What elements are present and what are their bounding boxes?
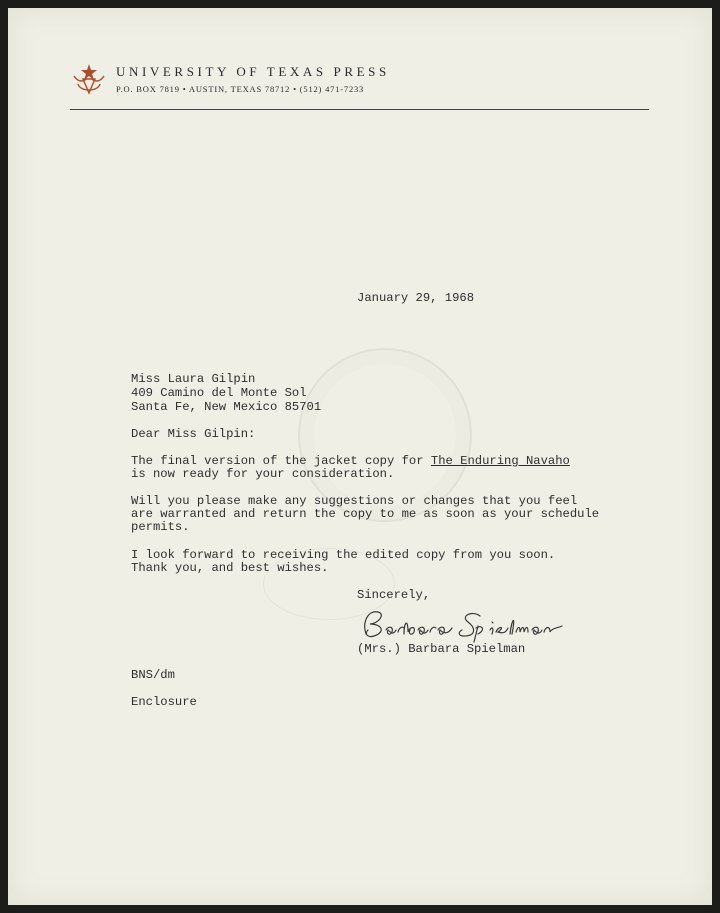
recipient-name: Miss Laura Gilpin bbox=[131, 372, 256, 386]
complimentary-close: Sincerely, bbox=[357, 588, 431, 602]
reference-initials: BNS/dm bbox=[131, 668, 175, 682]
letterhead-address: P.O. BOX 7819 • AUSTIN, TEXAS 78712 • (512) 471-7233 bbox=[116, 84, 365, 94]
letterhead-name: UNIVERSITY OF TEXAS PRESS bbox=[116, 64, 390, 79]
paragraph-2-line-2: are warranted and return the copy to me as soon as your schedule bbox=[131, 507, 600, 521]
handwritten-signature bbox=[352, 604, 602, 644]
recipient-street: 409 Camino del Monte Sol bbox=[131, 386, 307, 400]
paragraph-2-line-3: permits. bbox=[131, 520, 190, 534]
paragraph-3-line-1: I look forward to receiving the edited copy from you soon. bbox=[131, 548, 556, 562]
typed-signature-name: (Mrs.) Barbara Spielman bbox=[357, 642, 526, 656]
letter-date: January 29, 1968 bbox=[357, 291, 475, 305]
paragraph-2-line-1: Will you please make any suggestions or changes that you feel bbox=[131, 494, 578, 508]
letterhead-rule bbox=[70, 109, 649, 110]
enclosure-note: Enclosure bbox=[131, 695, 197, 709]
longhorn-star-logo-icon bbox=[72, 62, 106, 98]
paragraph-1-text: The final version of the jacket copy for bbox=[131, 454, 431, 468]
salutation: Dear Miss Gilpin: bbox=[131, 427, 256, 441]
recipient-city: Santa Fe, New Mexico 85701 bbox=[131, 400, 322, 414]
book-title: The Enduring Navaho bbox=[430, 454, 570, 468]
paragraph-3-line-2: Thank you, and best wishes. bbox=[131, 561, 329, 575]
paragraph-1-line-2: is now ready for your consideration. bbox=[131, 467, 395, 481]
